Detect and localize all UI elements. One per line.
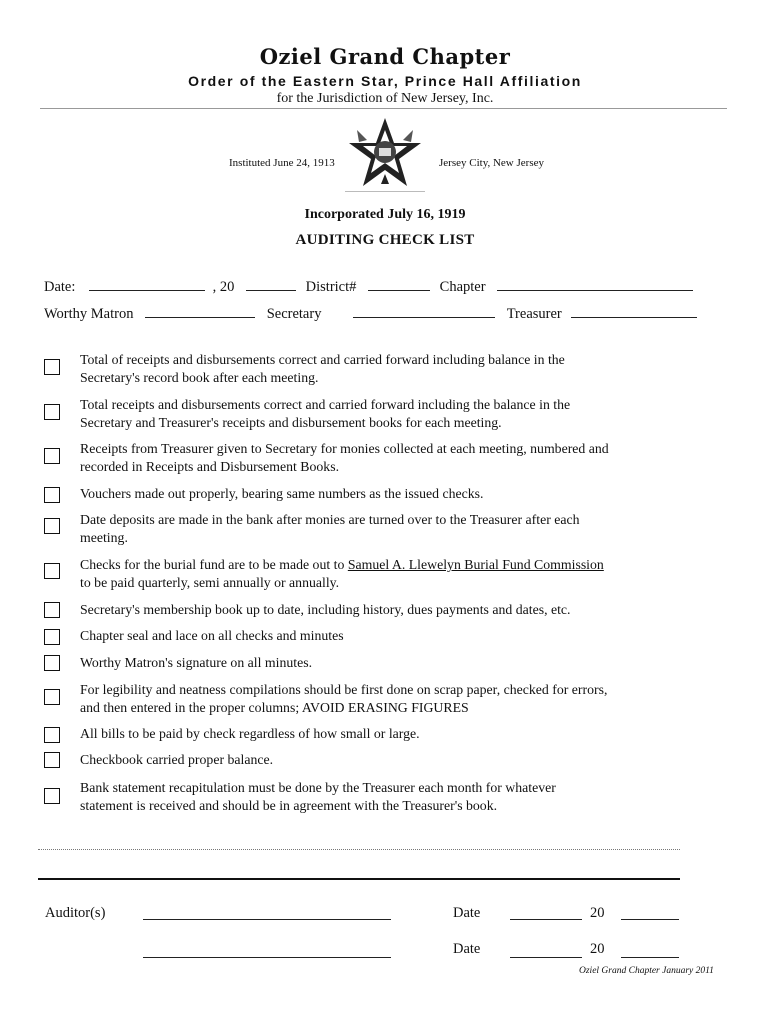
emblem-divider	[345, 191, 425, 192]
checkbox-item-8[interactable]	[44, 629, 60, 645]
list-item: All bills to be paid by check regardless of how small or large.	[80, 726, 420, 741]
worthy-matron-field[interactable]	[145, 305, 255, 318]
date-label-1: Date	[453, 905, 481, 921]
jurisdiction-line: for the Jurisdiction of New Jersey, Inc.	[276, 91, 494, 106]
auditor-signature-1[interactable]	[143, 907, 391, 920]
checkbox-item-1[interactable]	[44, 359, 60, 375]
worthy-matron-label: Worthy Matron	[44, 306, 134, 322]
checkbox-item-6[interactable]	[44, 563, 60, 579]
checkbox-item-2[interactable]	[44, 404, 60, 420]
officers-row	[44, 305, 697, 323]
checkbox-item-11[interactable]	[44, 727, 60, 743]
checkbox-item-5[interactable]	[44, 518, 60, 534]
auditor-signature-2[interactable]	[143, 945, 391, 958]
checkbox-item-7[interactable]	[44, 602, 60, 618]
secretary-label: Secretary	[266, 306, 322, 322]
list-item: Total of receipts and disbursements correct and carried forward including balance in the Secretary's record book after each meeting.	[80, 352, 565, 385]
incorporated-date: Incorporated July 16, 1919	[304, 207, 466, 222]
checkbox-item-12[interactable]	[44, 752, 60, 768]
treasurer-field[interactable]	[571, 305, 697, 318]
checkbox-item-3[interactable]	[44, 448, 60, 464]
auditor-date-2[interactable]	[510, 945, 582, 958]
secretary-field[interactable]	[353, 305, 495, 318]
date-row	[44, 278, 693, 296]
list-item: Receipts from Treasurer given to Secretary for monies collected at each meeting, numbered and recorded in Receipts and Disbursement Books.	[80, 441, 609, 474]
auditors-label: Auditor(s)	[45, 905, 106, 921]
checkbox-item-10[interactable]	[44, 689, 60, 705]
list-item: Worthy Matron's signature on all minutes.	[80, 655, 313, 670]
checkbox-item-4[interactable]	[44, 487, 60, 503]
year-prefix: , 20	[212, 279, 235, 295]
chapter-title: Oziel Grand Chapter	[259, 44, 511, 69]
city-location: Jersey City, New Jersey	[439, 157, 544, 169]
instituted-date: Instituted June 24, 1913	[229, 157, 335, 169]
district-label: District#	[305, 279, 357, 295]
district-field[interactable]	[368, 278, 430, 291]
list-item: Bank statement recapitulation must be done by the Treasurer each month for whatever statement is received and should be in agreement with the Treasurer's book.	[80, 780, 556, 813]
auditor-year-2[interactable]	[621, 945, 679, 958]
list-item: Vouchers made out properly, bearing same numbers as the issued checks.	[80, 486, 484, 501]
chapter-field[interactable]	[497, 278, 693, 291]
year-prefix-2: 20	[590, 941, 605, 957]
date-label: Date:	[44, 279, 76, 295]
list-item: Checkbook carried proper balance.	[80, 752, 274, 767]
header-divider	[40, 108, 727, 109]
chapter-label: Chapter	[439, 279, 486, 295]
year-prefix-1: 20	[590, 905, 605, 921]
checkbox-item-9[interactable]	[44, 655, 60, 671]
list-item: Checks for the burial fund are to be made out to Samuel A. Llewelyn Burial Fund Commission to be paid quarterly, semi annually or annually.	[80, 557, 604, 590]
page-title: AUDITING CHECK LIST	[295, 232, 475, 248]
checkbox-item-13[interactable]	[44, 788, 60, 804]
list-item: Total receipts and disbursements correct and carried forward including the balance in the Secretary and Treasurer's receipts and disbursement books for each meeting.	[80, 397, 571, 430]
list-item: For legibility and neatness compilations should be first done on scrap paper, checked for errors, and then entered in the proper columns; AVOID ERASING FIGURES	[80, 682, 608, 715]
treasurer-label: Treasurer	[506, 306, 562, 322]
list-item: Secretary's membership book up to date, including history, dues payments and dates, etc.	[80, 602, 571, 617]
order-subtitle: Order of the Eastern Star, Prince Hall Affiliation	[188, 73, 582, 89]
burial-fund-commission-link[interactable]: Samuel A. Llewelyn Burial Fund Commission	[347, 557, 604, 572]
date-label-2: Date	[453, 941, 481, 957]
eastern-star-emblem-icon	[345, 116, 425, 194]
thick-divider	[38, 878, 680, 880]
footer-note: Oziel Grand Chapter January 2011	[579, 966, 714, 976]
dotted-divider	[38, 849, 680, 850]
date-field[interactable]	[89, 278, 205, 291]
auditor-year-1[interactable]	[621, 907, 679, 920]
list-item: Date deposits are made in the bank after monies are turned over to the Treasurer after each meeting.	[80, 512, 580, 545]
list-item: Chapter seal and lace on all checks and minutes	[80, 628, 344, 643]
year-field[interactable]	[246, 278, 296, 291]
auditor-date-1[interactable]	[510, 907, 582, 920]
